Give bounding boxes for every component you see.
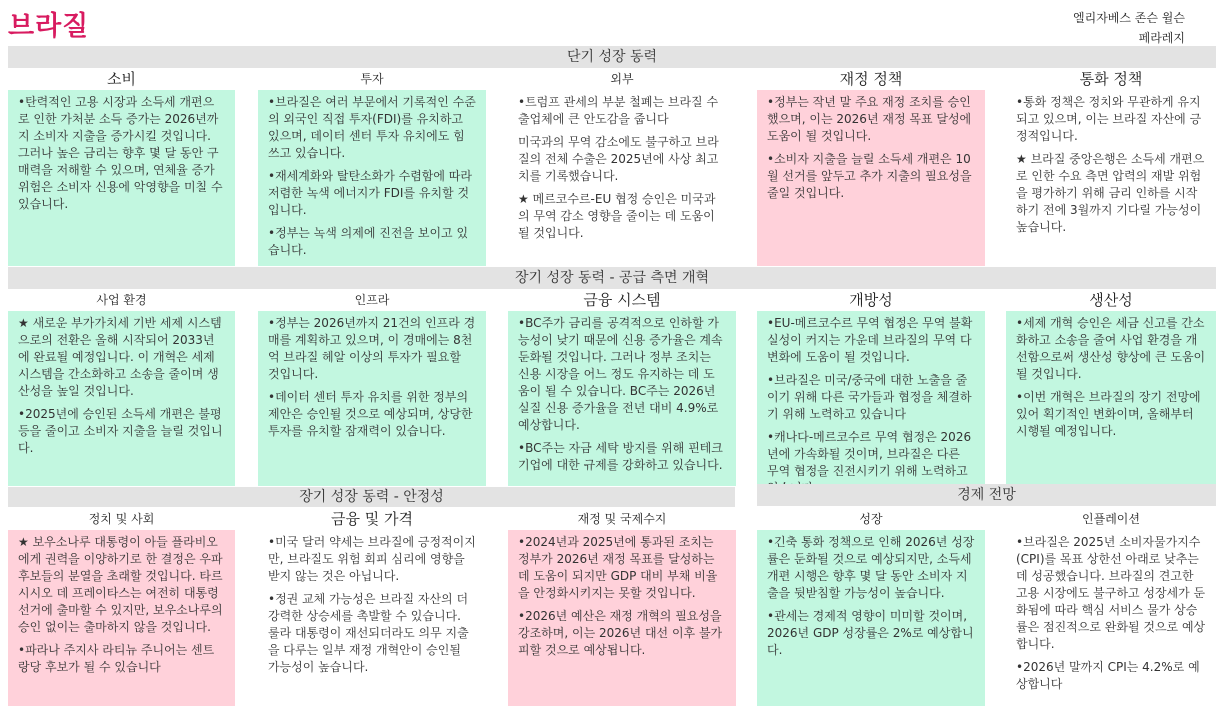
cell-text: •소비자 지출을 늘릴 소득세 개편은 10월 선거를 앞두고 추가 지출의 필요성을 줄일 것입니다.: [767, 152, 972, 200]
cell-body: [508, 311, 736, 486]
cell-text: •세제 개혁 승인은 세금 신고를 간소화하고 소송을 줄여 사업 환경을 개선함으로써 생산성 향상에 큰 도움이 될 것입니다.: [1016, 316, 1206, 381]
cell-title: 정치 및 사회: [88, 512, 155, 526]
cell-body: [1006, 90, 1216, 266]
cell-text: •탄력적인 고용 시장과 소득세 개편으로 인한 가처분 소득 증가는 2026년까지 소비자 지출을 증가시킬 것입니다. 그러나 높은 금리는 향후 몇 달 동안 구매력을 저해할 수 있으며, 연체율 증가 위험은 소비자 신용에 악영향을 미칠 수 있습니다.: [18, 95, 223, 211]
cell-text: •이번 개혁은 브라질의 장기 전망에 있어 획기적인 변화이며, 올해부터 시행될 예정입니다.: [1016, 390, 1201, 438]
cell-text: •정부는 녹색 의제에 진전을 보이고 있습니다.: [268, 226, 469, 257]
cell-text: •파라나 주지사 라티뉴 주니어는 센트랑당 후보가 될 수 있습니다: [18, 643, 215, 674]
cell-text: •2024년과 2025년에 통과된 조치는 정부가 2026년 재정 목표를 달성하는 데 도움이 되지만 GDP 대비 부채 비율을 안정화시키지는 못할 것입니다.: [518, 535, 718, 600]
cell-text: •BC주는 자금 세탁 방지를 위해 핀테크 기업에 대한 규제를 강화하고 있습니다.: [518, 441, 723, 472]
cell-title: 소비: [107, 70, 136, 88]
cell-inflation: [1006, 508, 1216, 706]
section-header-stability: 장기 성장 동력 - 안정성: [8, 487, 735, 507]
cell-body: [508, 90, 736, 266]
cell-politics-society: [8, 508, 235, 706]
cell-title: 금융 및 가격: [331, 510, 413, 528]
cell-title: 인프라: [354, 293, 390, 307]
cell-monetary-policy: [1006, 68, 1216, 266]
cell-text: •브라질은 미국/중국에 대한 노출을 줄이기 위해 다른 국가들과 협정을 체결하기 위해 노력하고 있습니다: [767, 373, 972, 421]
cell-text: •정부는 작년 말 주요 재정 조치를 승인했으며, 이는 2026년 재정 목표 달성에 도움이 될 것입니다.: [767, 95, 972, 143]
cell-text: •관세는 경제적 영향이 미미할 것이며, 2026년 GDP 성장률은 2%로 예상합니다.: [767, 609, 974, 657]
section-header-outlook: 경제 전망: [757, 484, 1216, 506]
cell-title: 통화 정책: [1079, 70, 1143, 88]
author-line: 엘리자베스 존슨 윌슨: [1073, 11, 1185, 25]
cell-consumption: [8, 68, 235, 266]
cell-text: 미국과의 무역 감소에도 불구하고 브라질의 전체 수출은 2025년에 사상 최고치를 기록했습니다.: [518, 135, 719, 183]
cell-text: •BC주가 금리를 공격적으로 인하할 가능성이 낮기 때문에 신용 증가율은 계속 둔화될 것입니다. 그러나 정부 조치는 신용 시장을 어느 정도 유지하는 데 도움이 될 수 있습니다. BC주는 2026년 실질 신용 증가율을 전년 대비 4.9%로 예상합니다.: [518, 316, 723, 432]
cell-title: 금융 시스템: [583, 291, 661, 309]
cell-fiscal-balance: [508, 508, 736, 706]
cell-body: [258, 90, 486, 266]
cell-body: [757, 311, 985, 486]
cell-text: ★ 새로운 부가가치세 기반 세제 시스템으로의 전환은 올해 시작되어 2033년에 완료될 예정입니다. 이 개혁은 세제 시스템을 간소화하고 소송을 줄이며 생산성을 높일 것입니다.: [18, 316, 222, 398]
section-header-short-term: 단기 성장 동력: [8, 46, 1216, 68]
section-header-supply-side: 장기 성장 동력 - 공급 측면 개혁: [8, 267, 1216, 289]
cell-body: [8, 530, 235, 706]
cell-text: •긴축 통화 정책으로 인해 2026년 성장률은 둔화될 것으로 예상되지만, 소득세 개편 시행은 향후 몇 달 동안 소비자 지출을 뒷받침할 가능성이 높습니다.: [767, 535, 975, 600]
cell-text: ★ 브라질 중앙은행은 소득세 개편으로 인한 수요 측면 압력의 재발 위험을 평가하기 위해 금리 인하를 시작하기 전에 3월까지 기다릴 가능성이 높습니다.: [1016, 152, 1205, 234]
cell-title: 사업 환경: [96, 293, 147, 307]
cell-openness: [757, 289, 985, 486]
cell-text: •재세계화와 탈탄소화가 수렴함에 따라 저렴한 녹색 에너지가 FDI를 유치할 것입니다.: [268, 169, 472, 217]
cell-title: 성장: [859, 512, 883, 526]
cell-text: •2025년에 승인된 소득세 개편은 불평등을 줄이고 소비자 지출을 늘릴 것입니다.: [18, 407, 223, 455]
cell-text: ★ 메르코수르-EU 협정 승인은 미국과의 무역 감소 영향을 줄이는 데 도움이 될 것입니다.: [518, 192, 716, 240]
cell-body: [8, 90, 235, 266]
cell-text: •미국 달러 약세는 브라질에 긍정적이지만, 브라질도 위험 회피 심리에 영향을 받지 않는 것은 아닙니다.: [268, 535, 476, 583]
cell-title: 생산성: [1089, 291, 1133, 309]
cell-finance-prices: [258, 508, 486, 706]
cell-business-environment: [8, 289, 235, 486]
cell-text: •캐나다-메르코수르 무역 협정은 2026년에 가속화될 것이며, 브라질은 다른 무역 협정을 진전시키기 위해 노력하고: [767, 430, 972, 478]
cell-infrastructure: [258, 289, 486, 486]
cell-body: [1006, 311, 1216, 486]
cell-investment: [258, 68, 486, 266]
cell-title: 재정 정책: [839, 70, 903, 88]
cell-body: [757, 90, 985, 266]
cell-body: [1006, 530, 1216, 706]
cell-text: •브라질은 여러 부문에서 기록적인 수준의 외국인 직접 투자(FDI)를 유치하고 있으며, 데이터 센터 투자 유치에도 힘쓰고 있습니다.: [268, 95, 476, 160]
cell-text: •데이터 센터 투자 유치를 위한 정부의 제안은 승인될 것으로 예상되며, 상당한 투자를 유치할 잠재력이 있습니다.: [268, 390, 473, 438]
cell-title: 외부: [610, 72, 634, 86]
cell-body: [258, 311, 486, 486]
cell-external: [508, 68, 736, 266]
cell-text: •브라질은 2025년 소비자물가지수(CPI)를 목표 상한선 아래로 낮추는 데 성공했습니다. 브라질의 견고한 고용 시장에도 불구하고 성장세가 둔화됨에 따라 핵심 서비스 물가 상승률은 점진적으로 완화될 것으로 예상합니다.: [1016, 535, 1206, 651]
cell-text: •2026년 예산은 재정 개혁의 필요성을 강조하며, 이는 2026년 대선 이후 불가피할 것으로 예상됩니다.: [518, 609, 723, 657]
cell-financial-system: [508, 289, 736, 486]
cell-growth: [757, 508, 985, 706]
cell-text: •정부는 2026년까지 21건의 인프라 경매를 계획하고 있으며, 이 경매에는 8천억 브라질 헤알 이상의 투자가 필요할 것입니다.: [268, 316, 476, 381]
author-line: 페라레지: [1138, 31, 1185, 45]
cell-productivity: [1006, 289, 1216, 486]
cell-body: [8, 311, 235, 486]
cell-title: 재정 및 국제수지: [577, 512, 667, 526]
cell-fiscal-policy: [757, 68, 985, 266]
cell-title: 투자: [360, 72, 384, 86]
cell-body: [757, 530, 985, 706]
cell-title: 인플레이션: [1082, 512, 1140, 526]
page-title: 브라질: [8, 11, 90, 42]
cell-text: •2026년 말까지 CPI는 4.2%로 예상합니다: [1016, 660, 1200, 691]
cell-text: •통화 정책은 정치와 무관하게 유지되고 있으며, 이는 브라질 자산에 긍정적입니다.: [1016, 95, 1202, 143]
cell-text: ★ 보우소나루 대통령이 아들 플라비오에게 권력을 이양하기로 한 결정은 우파 후보들의 분열을 초래할 것입니다. 타르시시오 데 프레이타스는 여전히 대통령 선거에 출마할 수 있지만, 보우소나루의 승인 없이는 출마하지 않을 것입니다.: [18, 535, 223, 634]
cell-text: •트럼프 관세의 부분 철폐는 브라질 수출업체에 큰 안도감을 줍니다: [518, 95, 719, 126]
cell-title: 개방성: [849, 291, 893, 309]
authors: [1073, 8, 1185, 48]
cell-body: [258, 530, 486, 706]
cell-body: [508, 530, 736, 706]
cell-text: •정권 교체 가능성은 브라질 자산의 더 강력한 상승세를 촉발할 수 있습니다. 룰라 대통령이 재선되더라도 의무 지출을 다루는 일부 재정 개혁안이 승인될 가능성이 높습니다.: [268, 592, 469, 674]
cell-text: •EU-메르코수르 무역 협정은 무역 불확실성이 커지는 가운데 브라질의 무역 다변화에 도움이 될 것입니다.: [767, 316, 973, 364]
